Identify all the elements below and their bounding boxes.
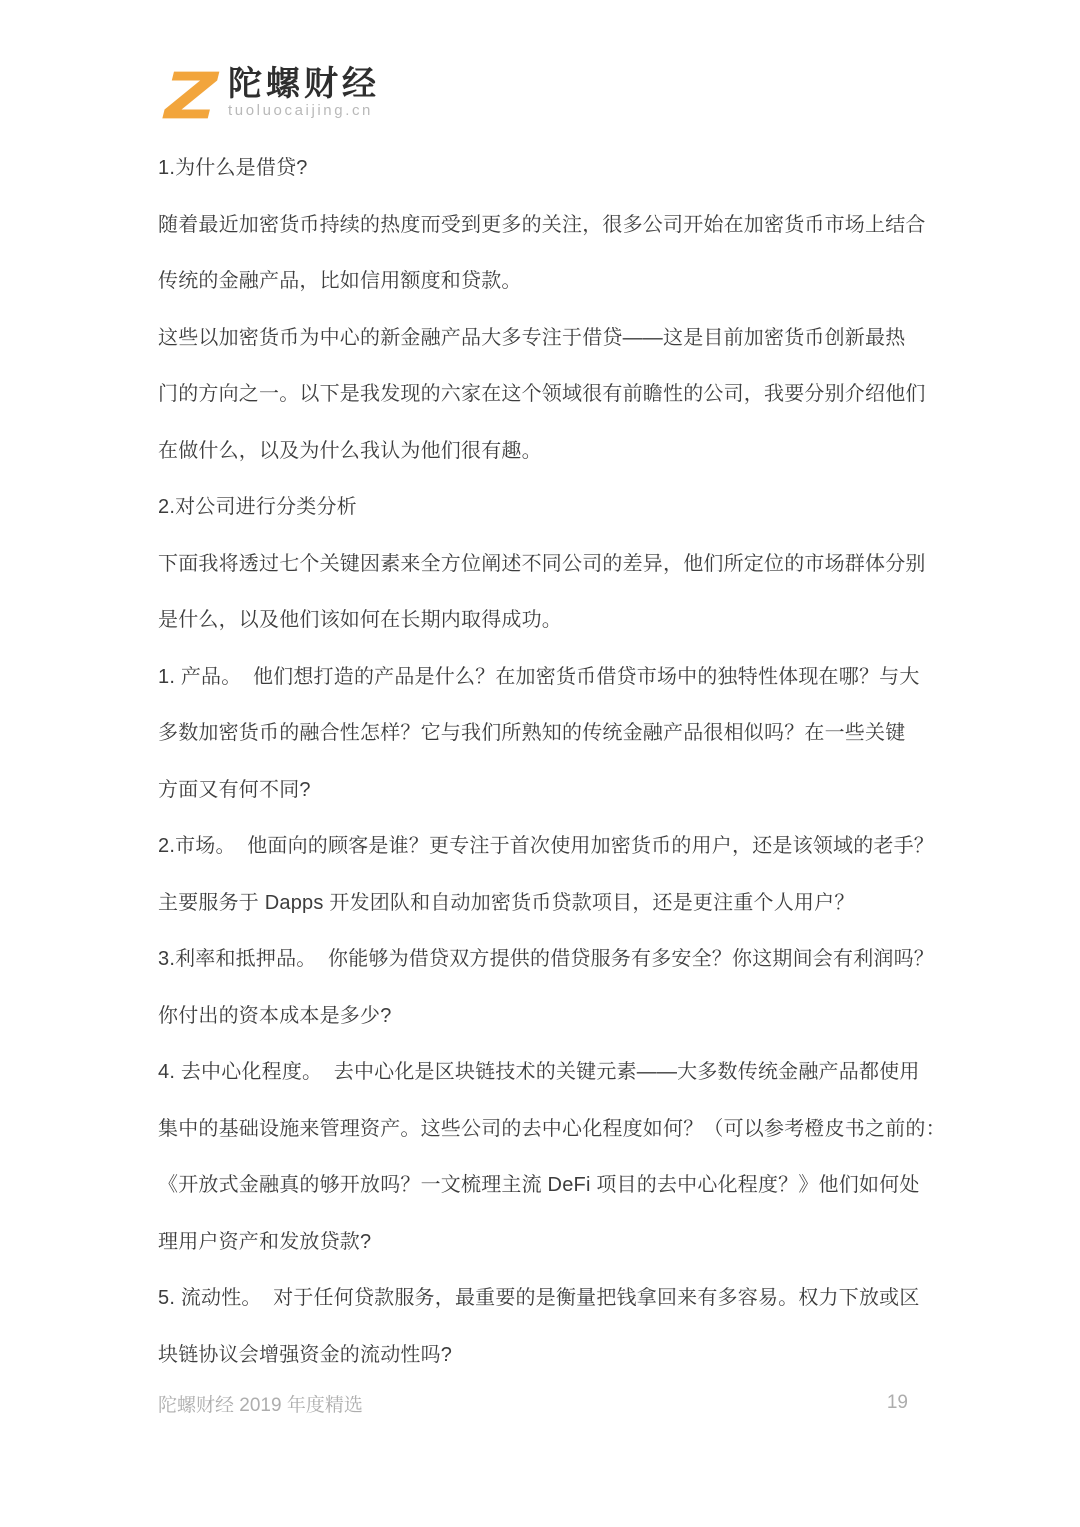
- text-line: 主要服务于 Dapps 开发团队和自动加密货币贷款项目，还是更注重个人用户？: [158, 891, 855, 914]
- text-line: 是什么，以及他们该如何在长期内取得成功。: [158, 609, 562, 631]
- page-footer: [158, 1388, 908, 1418]
- text-line: 集中的基础设施来管理资产。这些公司的去中心化程度如何？（可以参考橙皮书之前的：: [158, 1117, 946, 1140]
- text-line: 理用户资产和发放贷款?: [158, 1230, 372, 1253]
- text-line: 2.对公司进行分类分析: [158, 496, 357, 518]
- logo: [162, 66, 380, 120]
- text-line: 传统的金融产品，比如信用额度和贷款。: [158, 270, 522, 292]
- text-line: 1.为什么是借贷?: [158, 157, 308, 179]
- brand-domain: tuoluocaijing.cn: [228, 102, 374, 119]
- text-line: 这些以加密货币为中心的新金融产品大多专注于借贷——这是目前加密货币创新最热: [158, 326, 906, 349]
- text-line: 随着最近加密货币持续的热度而受到更多的关注，很多公司开始在加密货币市场上结合: [158, 213, 926, 236]
- text-line: 在做什么，以及为什么我认为他们很有趣。: [158, 439, 542, 462]
- document-body: [158, 140, 946, 1383]
- text-line: 4. 去中心化程度。 去中心化是区块链技术的关键元素——大多数传统金融产品都使用: [158, 1061, 920, 1083]
- text-line: 多数加密货币的融合性怎样？它与我们所熟知的传统金融产品很相似吗？在一些关键: [158, 722, 906, 744]
- text-line: 下面我将透过七个关键因素来全方位阐述不同公司的差异，他们所定位的市场群体分别: [158, 552, 926, 575]
- text-line: 5. 流动性。 对于任何贷款服务，最重要的是衡量把钱拿回来有多容易。权力下放或区: [158, 1287, 920, 1309]
- text-line: 你付出的资本成本是多少?: [158, 1004, 392, 1027]
- text-line: 1. 产品。 他们想打造的产品是什么？在加密货币借贷市场中的独特性体现在哪？与大: [158, 665, 920, 688]
- tuoluo-z-logo-icon: [162, 70, 220, 120]
- text-line: 3.利率和抵押品。 你能够为借贷双方提供的借贷服务有多安全？你这期间会有利润吗？: [158, 948, 934, 970]
- text-line: 方面又有何不同?: [158, 778, 311, 801]
- logo-text: [228, 66, 380, 119]
- footer-title: 陀螺财经 2019 年度精选: [158, 1394, 363, 1416]
- text-line: 2.市场。 他面向的顾客是谁？更专注于首次使用加密货币的用户，还是该领域的老手？: [158, 835, 934, 857]
- text-line: 门的方向之一。以下是我发现的六家在这个领域很有前瞻性的公司，我要分别介绍他们: [158, 383, 926, 405]
- brand-name: 陀螺财经: [228, 65, 380, 103]
- page-number: 19: [886, 1392, 908, 1413]
- text-line: 块链协议会增强资金的流动性吗?: [158, 1343, 453, 1366]
- text-line: 《开放式金融真的够开放吗？一文梳理主流 DeFi 项目的去中心化程度？》他们如何处: [158, 1174, 920, 1196]
